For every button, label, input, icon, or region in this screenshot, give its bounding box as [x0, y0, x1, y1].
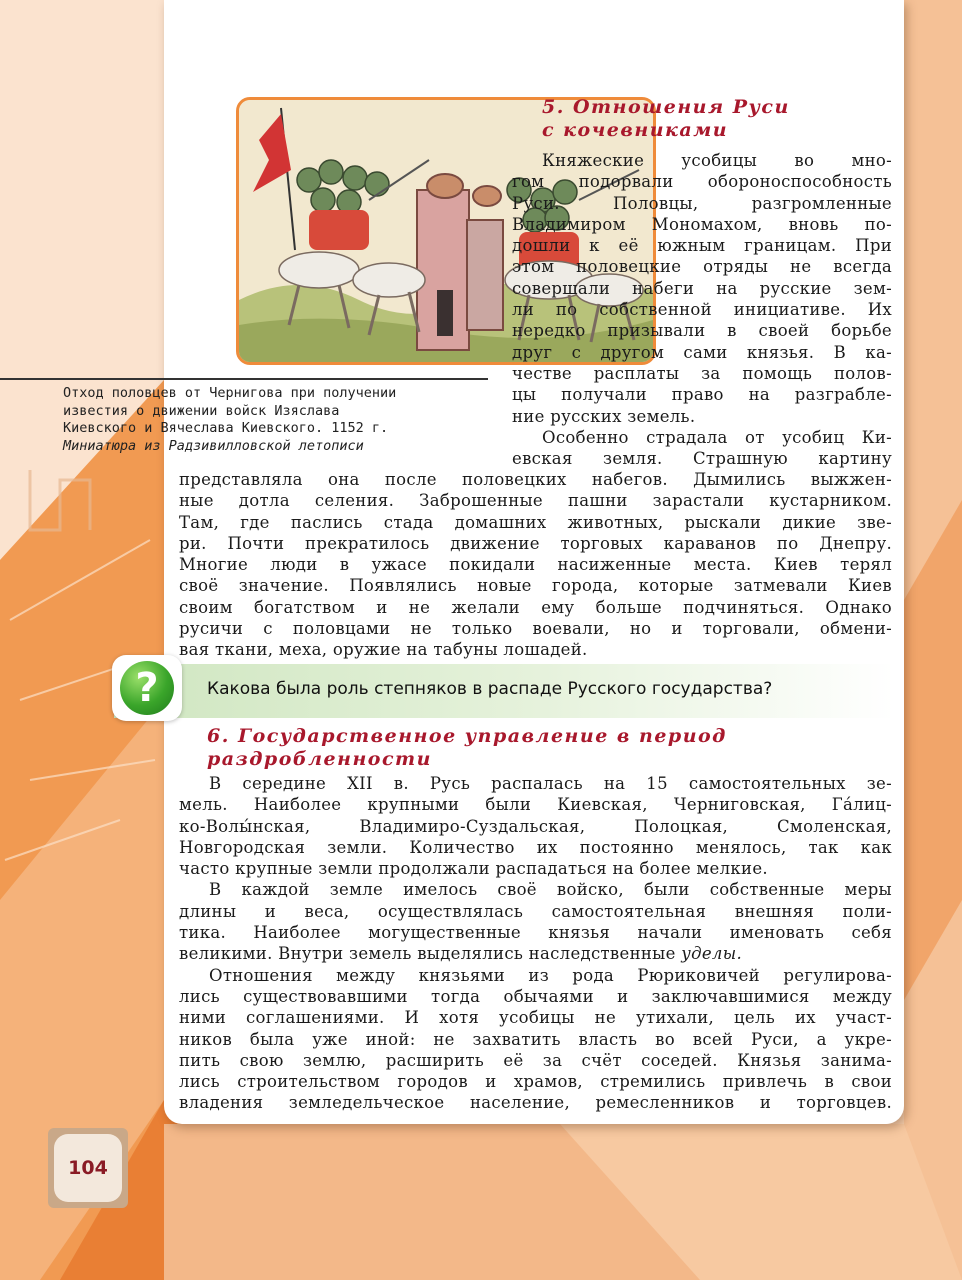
text-line: цы получали право на разграбле-	[512, 385, 892, 405]
section-5-text	[512, 150, 892, 469]
text-line: пить свою землю, расширить её за счёт соседей. Князья занима-	[179, 1050, 892, 1070]
text-line: этом половецкие отряды не всегда	[512, 257, 892, 277]
text-line: честве расплаты за помощь полов-	[512, 363, 892, 383]
text-line: ними соглашениями. И хотя усобицы не утихали, цель их участ-	[179, 1008, 892, 1028]
page-number: 104	[54, 1134, 122, 1202]
text-line: друг с другом сами князья. В ка-	[512, 342, 892, 362]
text-line: гом подорвали обороноспособность	[512, 172, 892, 192]
section-5-heading	[542, 96, 790, 142]
text-line: лись строительством городов и храмов, стремились привлечь в свои	[179, 1072, 892, 1092]
text-line: нередко призывали в своей борьбе	[512, 321, 892, 341]
text-line: представляла она после половецких набегов. Дымились выжжен-	[179, 470, 892, 489]
text-line: дошли к её южным границам. При	[512, 236, 892, 256]
text-line: своё значение. Появлялись новые города, которые затмевали Киев	[179, 576, 892, 596]
heading-line: раздробленности	[207, 748, 432, 770]
question-icon: ?	[120, 661, 174, 715]
text-line: своим богатством и не желали ему больше подчиняться. Однако	[179, 597, 892, 617]
text-line: ри. Почти прекратилось движение торговых караванов по Днепру.	[179, 533, 892, 553]
text-line: мель. Наиболее крупными были Киевская, Черниговская, Га́лиц-	[179, 795, 892, 815]
text-line: ко-Волы́нская, Владимиро-Суздальская, Полоцкая, Смоленская,	[179, 816, 892, 836]
text-line: вая ткани, меха, оружие на табуны лошадей.	[179, 640, 588, 660]
question-text: Какова была роль степняков в распаде Русского государства?	[207, 679, 773, 699]
text-line: Многие люди в ужасе покидали насиженные места. Киев терял	[179, 555, 892, 575]
text-line: длины и веса, осуществлялась самостоятельная внешняя поли-	[179, 901, 892, 921]
text-line: В каждой земле имелось своё войско, были собственные меры	[209, 880, 892, 900]
text-line: Руси. Половцы, разгромленные	[512, 193, 892, 213]
text-line: тика. Наиболее могущественные князья начали именовать себя	[179, 923, 892, 943]
text-line: евская земля. Страшную картину	[512, 449, 892, 469]
illustration-caption	[63, 385, 483, 455]
text-line: лись существовавшими тогда обычаями и заключавшимися между	[179, 986, 892, 1006]
heading-line: 6. Государственное управление в период	[207, 725, 727, 747]
text-line: великими. Внутри земель выделялись наследственные уделы.	[179, 944, 743, 964]
section-6-heading	[207, 725, 727, 771]
text-line: Владимиром Мономахом, вновь по-	[512, 214, 892, 234]
question-icon-frame	[112, 655, 182, 721]
term-udely: уделы.	[675, 944, 743, 964]
heading-line: с кочевниками	[542, 119, 729, 141]
caption-line: Отход половцев от Чернигова при получении	[63, 385, 397, 401]
section-5-text-wide	[179, 469, 892, 661]
caption-divider	[0, 378, 488, 380]
text-line: Новгородская земли. Количество их постоянно менялось, так как	[179, 837, 892, 857]
caption-line: известия о движении войск Изяслава	[63, 402, 340, 419]
text-line: русичи с половцами не только воевали, но и торговали, обмени-	[179, 619, 892, 639]
text-line: Там, где паслись стада домашних животных, рыскали дикие зве-	[179, 512, 892, 532]
text-line: ние русских земель.	[512, 406, 696, 426]
caption-line: Киевского и Вячеслава Киевского. 1152 г.	[63, 420, 389, 436]
text-line: Отношения между князьями из рода Рюриковичей регулирова-	[209, 965, 892, 985]
text-line: Особенно страдала от усобиц Ки-	[542, 427, 892, 447]
text-line: В середине XII в. Русь распалась на 15 самостоятельных зе-	[209, 774, 892, 793]
textbook-page	[63, 0, 904, 1124]
text-line: Княжеские усобицы во мно-	[542, 151, 892, 170]
text-line: часто крупные земли продолжали распадаться на более мелкие.	[179, 859, 768, 879]
text-line: ные дотла селения. Заброшенные пашни зарастали кустарником.	[179, 491, 892, 511]
caption-source: Миниатюра из Радзивилловской летописи	[63, 437, 364, 454]
text-line: ли по собственной инициативе. Их	[512, 300, 892, 320]
text-line: ников была уже иной: не захватить власть во всей Руси, а укре-	[179, 1029, 892, 1049]
section-6-text	[179, 773, 892, 1114]
heading-line: 5. Отношения Руси	[542, 96, 790, 118]
page-number-badge	[48, 1128, 128, 1208]
text-line: совершали набеги на русские зем-	[512, 278, 892, 298]
text-line: владения земледельческое население, ремесленников и торговцев.	[179, 1093, 892, 1113]
